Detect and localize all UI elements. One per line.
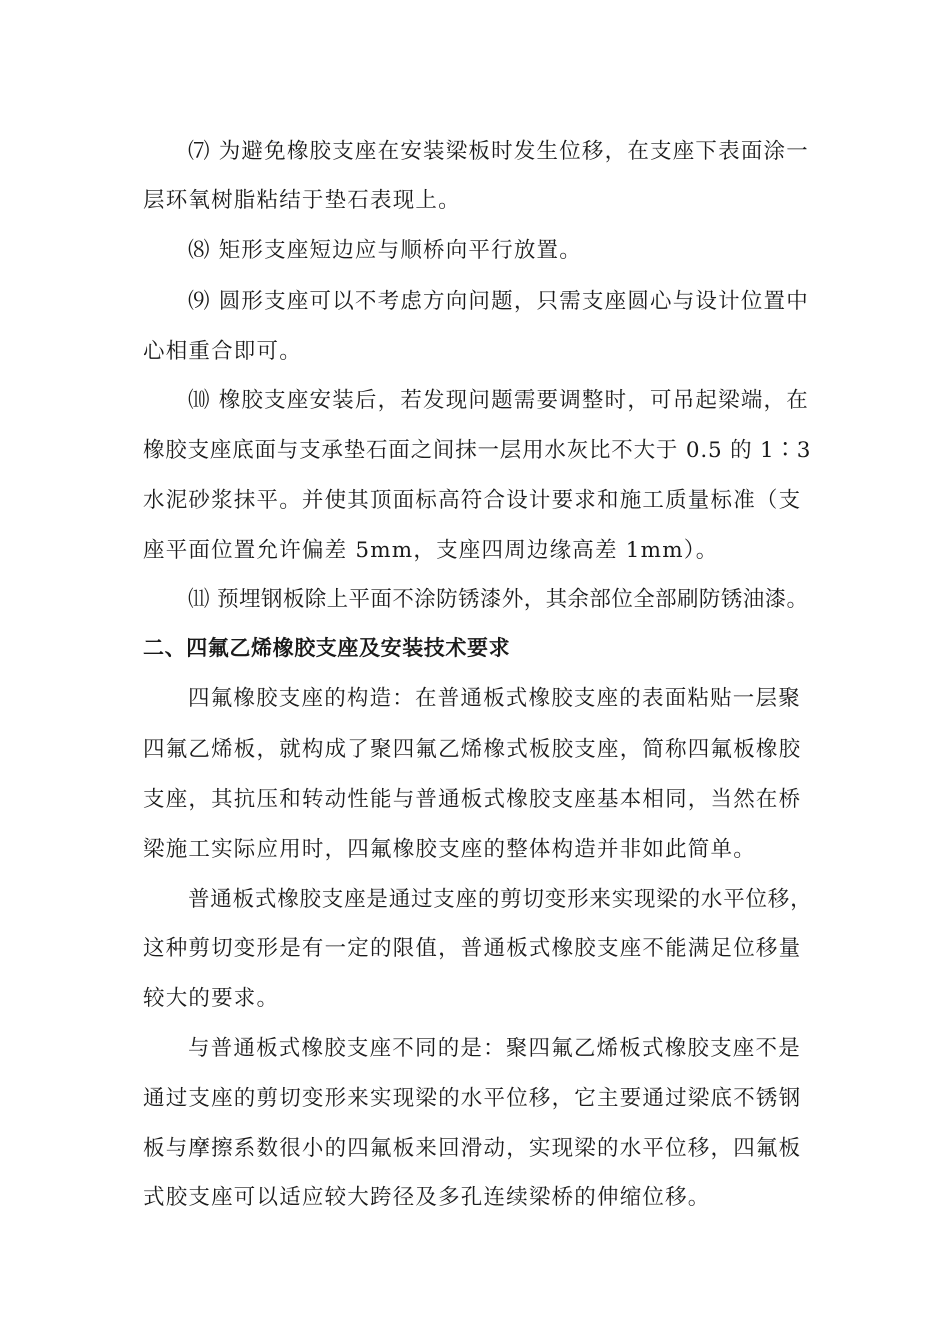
para-3-line-1: 与普通板式橡胶支座不同的是：聚四氟乙烯板式橡胶支座不是 [188,1036,801,1061]
item-7-line-2: 层环氧树脂粘结于垫石表现上。 [143,188,461,213]
item-9-line-2: 心相重合即可。 [143,339,302,364]
para-2-line-3: 较大的要求。 [143,986,280,1011]
para-2-line-1: 普通板式橡胶支座是通过支座的剪切变形来实现梁的水平位移， [188,887,813,912]
para-3-line-4: 式胶支座可以适应较大跨径及多孔连续梁桥的伸缩位移。 [143,1185,711,1210]
para-1-line-2: 四氟乙烯板，就构成了聚四氟乙烯橡式板胶支座，简称四氟板橡胶 [143,737,802,762]
para-3-line-3: 板与摩擦系数很小的四氟板来回滑动，实现梁的水平位移，四氟板 [143,1136,802,1161]
item-10-line-2: 橡胶支座底面与支承垫石面之间抹一层用水灰比不大于 0.5 的 1∶3 [143,438,812,463]
para-1-line-4: 梁施工实际应用时，四氟橡胶支座的整体构造并非如此简单。 [143,837,756,862]
item-9-line-1: ⑼ 圆形支座可以不考虑方向问题，只需支座圆心与设计位置中 [188,289,809,314]
para-1-line-3: 支座，其抗压和转动性能与普通板式橡胶支座基本相同，当然在桥 [143,787,802,812]
item-10-line-1: ⑽ 橡胶支座安装后，若发现问题需要调整时，可吊起梁端，在 [188,388,809,413]
item-10-line-4: 座平面位置允许偏差 5mm，支座四周边缘高差 1mm）。 [143,538,719,563]
section-2-heading: 二、四氟乙烯橡胶支座及安装技术要求 [143,636,511,660]
item-11-line-1: ⑾ 预埋钢板除上平面不涂防锈漆外，其余部位全部刷防锈油漆。 [188,587,809,612]
item-8-line-1: ⑻ 矩形支座短边应与顺桥向平行放置。 [188,238,582,263]
para-2-line-2: 这种剪切变形是有一定的限值，普通板式橡胶支座不能满足位移量 [143,936,802,961]
item-7-line-1: ⑺ 为避免橡胶支座在安装梁板时发生位移，在支座下表面涂一 [188,139,809,164]
para-3-line-2: 通过支座的剪切变形来实现梁的水平位移，它主要通过梁底不锈钢 [143,1086,802,1111]
para-1-line-1: 四氟橡胶支座的构造：在普通板式橡胶支座的表面粘贴一层聚 [188,686,801,711]
item-10-line-3: 水泥砂浆抹平。并使其顶面标高符合设计要求和施工质量标准（支 [143,488,802,513]
